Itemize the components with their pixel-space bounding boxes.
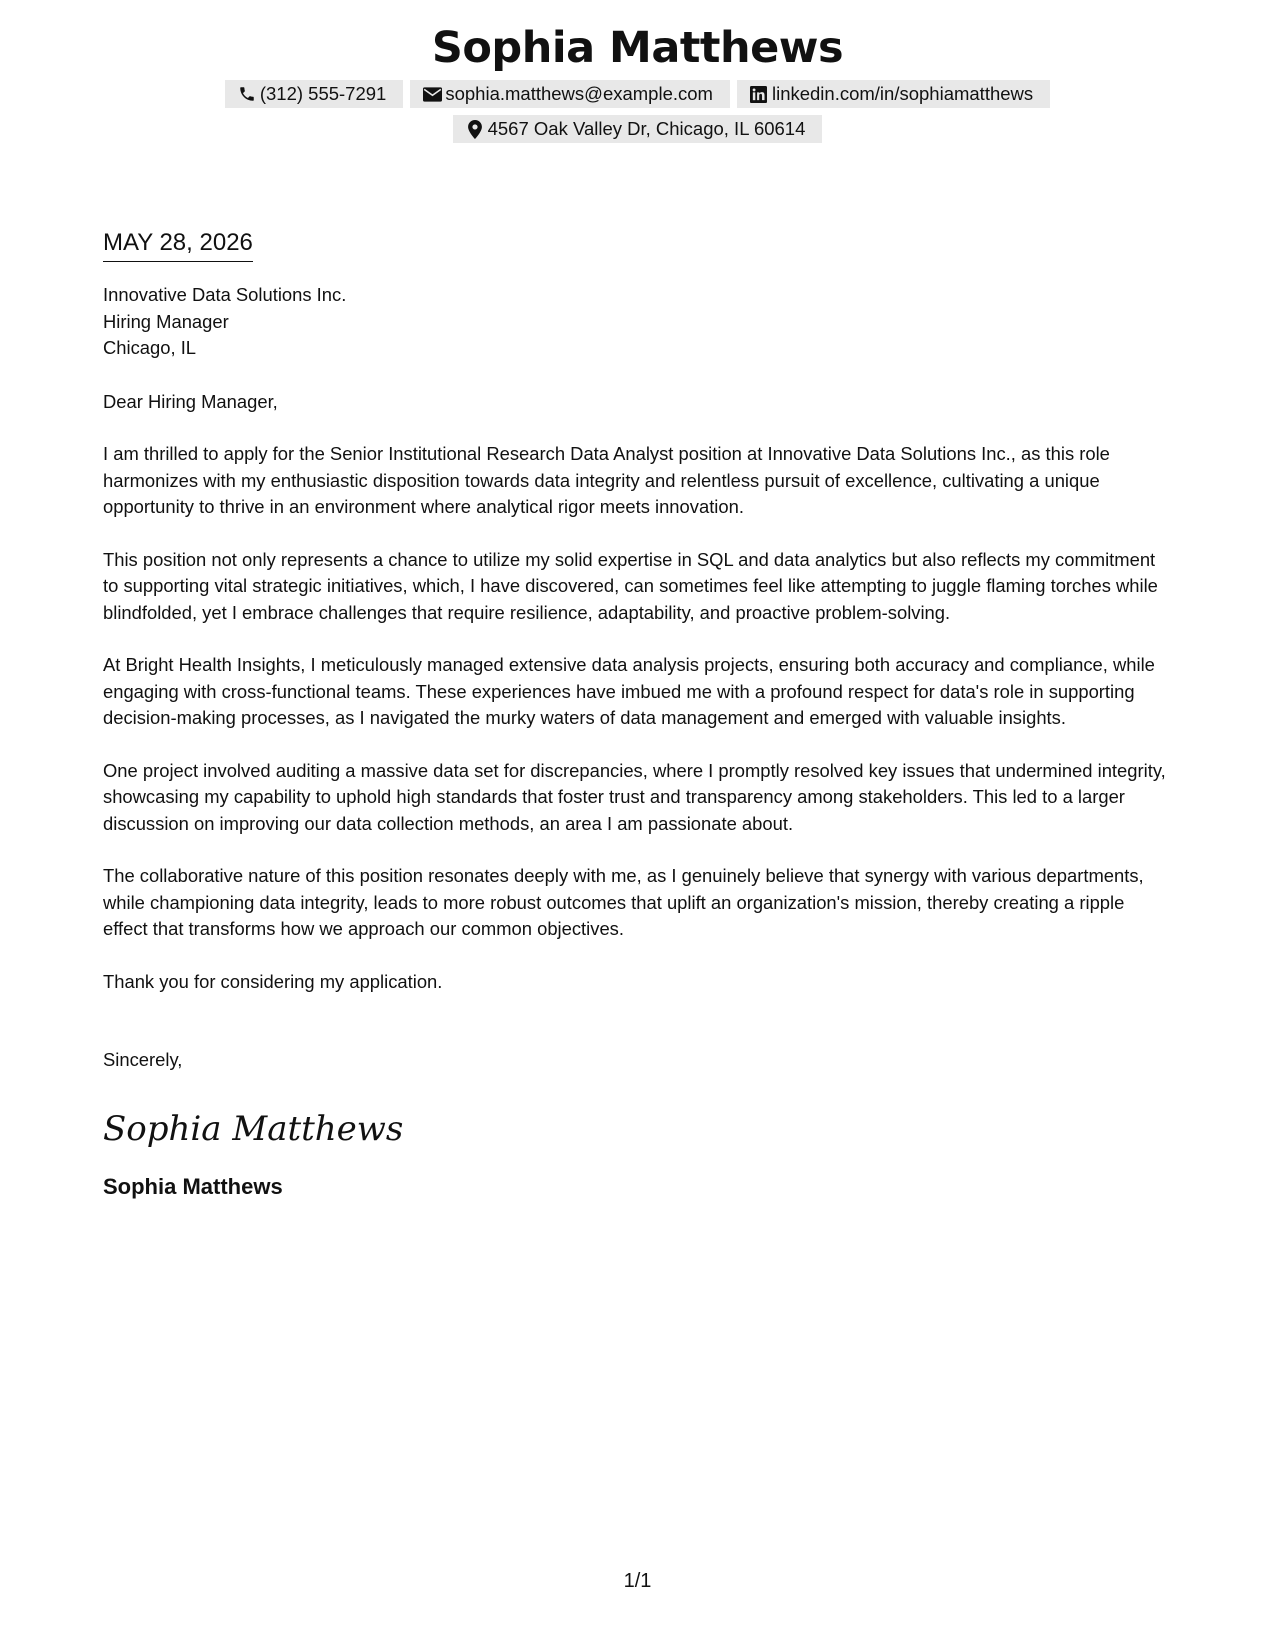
body-paragraph-1: I am thrilled to apply for the Senior Institutional Research Data Analyst position at Innovative Data Solutions Inc., as this role harmonizes with my enthusiastic disposition towards data integrity and relentless pursuit of excellence, cultivating a unique opportunity to thrive in an environment where analytical rigor meets innovation. (103, 443, 1110, 517)
letter-date: MAY 28, 2026 (103, 227, 253, 262)
body-paragraph-3: At Bright Health Insights, I meticulously managed extensive data analysis projects, ensuring both accuracy and compliance, while engaging with cross-functional teams. These experiences have imbued me with a profound respect for data's role in supporting decision-making processes, as I navigated the murky waters of data management and emerged with valuable insights. (103, 654, 1155, 728)
signature-script: Sophia Matthews (103, 1108, 404, 1149)
salutation: Dear Hiring Manager, (103, 390, 278, 412)
phone-chip (225, 80, 404, 108)
signed-name: Sophia Matthews (103, 1173, 283, 1199)
contact-row-secondary (0, 115, 1275, 143)
body-paragraph-4: One project involved auditing a massive data set for discrepancies, where I promptly resolved key issues that undermined integrity, showcasing my capability to uphold high standards that foster trust and transparency among stakeholders. This led to a larger discussion on improving our data collection methods, an area I am passionate about. (103, 759, 1166, 834)
letter-body (103, 227, 1173, 1202)
email-address[interactable]: sophia.matthews@example.com (445, 83, 713, 104)
page-number: 1/1 (623, 1570, 652, 1592)
map-marker-icon (465, 119, 485, 139)
email-chip (410, 80, 730, 108)
recipient-block (103, 282, 1173, 362)
recipient-location: Chicago, IL (103, 337, 197, 358)
linkedin-chip (737, 80, 1050, 108)
phone-icon (237, 84, 257, 104)
phone-number: (312) 555-7291 (259, 83, 387, 104)
contact-row-primary (0, 80, 1275, 108)
body-paragraph-5: The collaborative nature of this position resonates deeply with me, as I genuinely believe that synergy with various departments, while championing data integrity, leads to more robust outcomes that uplift an organization's mission, thereby creating a ripple effect that transforms how we approach our common objectives. (103, 865, 1144, 939)
handwritten-signature (103, 1104, 1173, 1152)
closing: Sincerely, (103, 1049, 183, 1070)
envelope-icon (422, 84, 442, 104)
recipient-title: Hiring Manager (103, 310, 229, 332)
address-chip (453, 115, 823, 143)
street-address: 4567 Oak Valley Dr, Chicago, IL 60614 (487, 118, 806, 139)
linkedin-icon (749, 84, 769, 104)
recipient-company: Innovative Data Solutions Inc. (103, 284, 347, 305)
thank-you-paragraph: Thank you for considering my application. (103, 970, 443, 992)
applicant-name: Sophia Matthews (431, 23, 844, 73)
linkedin-url[interactable]: linkedin.com/in/sophiamatthews (771, 83, 1034, 104)
letter-header (0, 22, 1275, 143)
body-paragraph-2: This position not only represents a chance to utilize my solid expertise in SQL and data analytics but also reflects my commitment to supporting vital strategic initiatives, which, I have discovered, can sometimes feel like attempting to juggle flaming torches while blindfolded, yet I embrace challenges that require resilience, adaptability, and proactive problem-solving. (103, 548, 1158, 623)
